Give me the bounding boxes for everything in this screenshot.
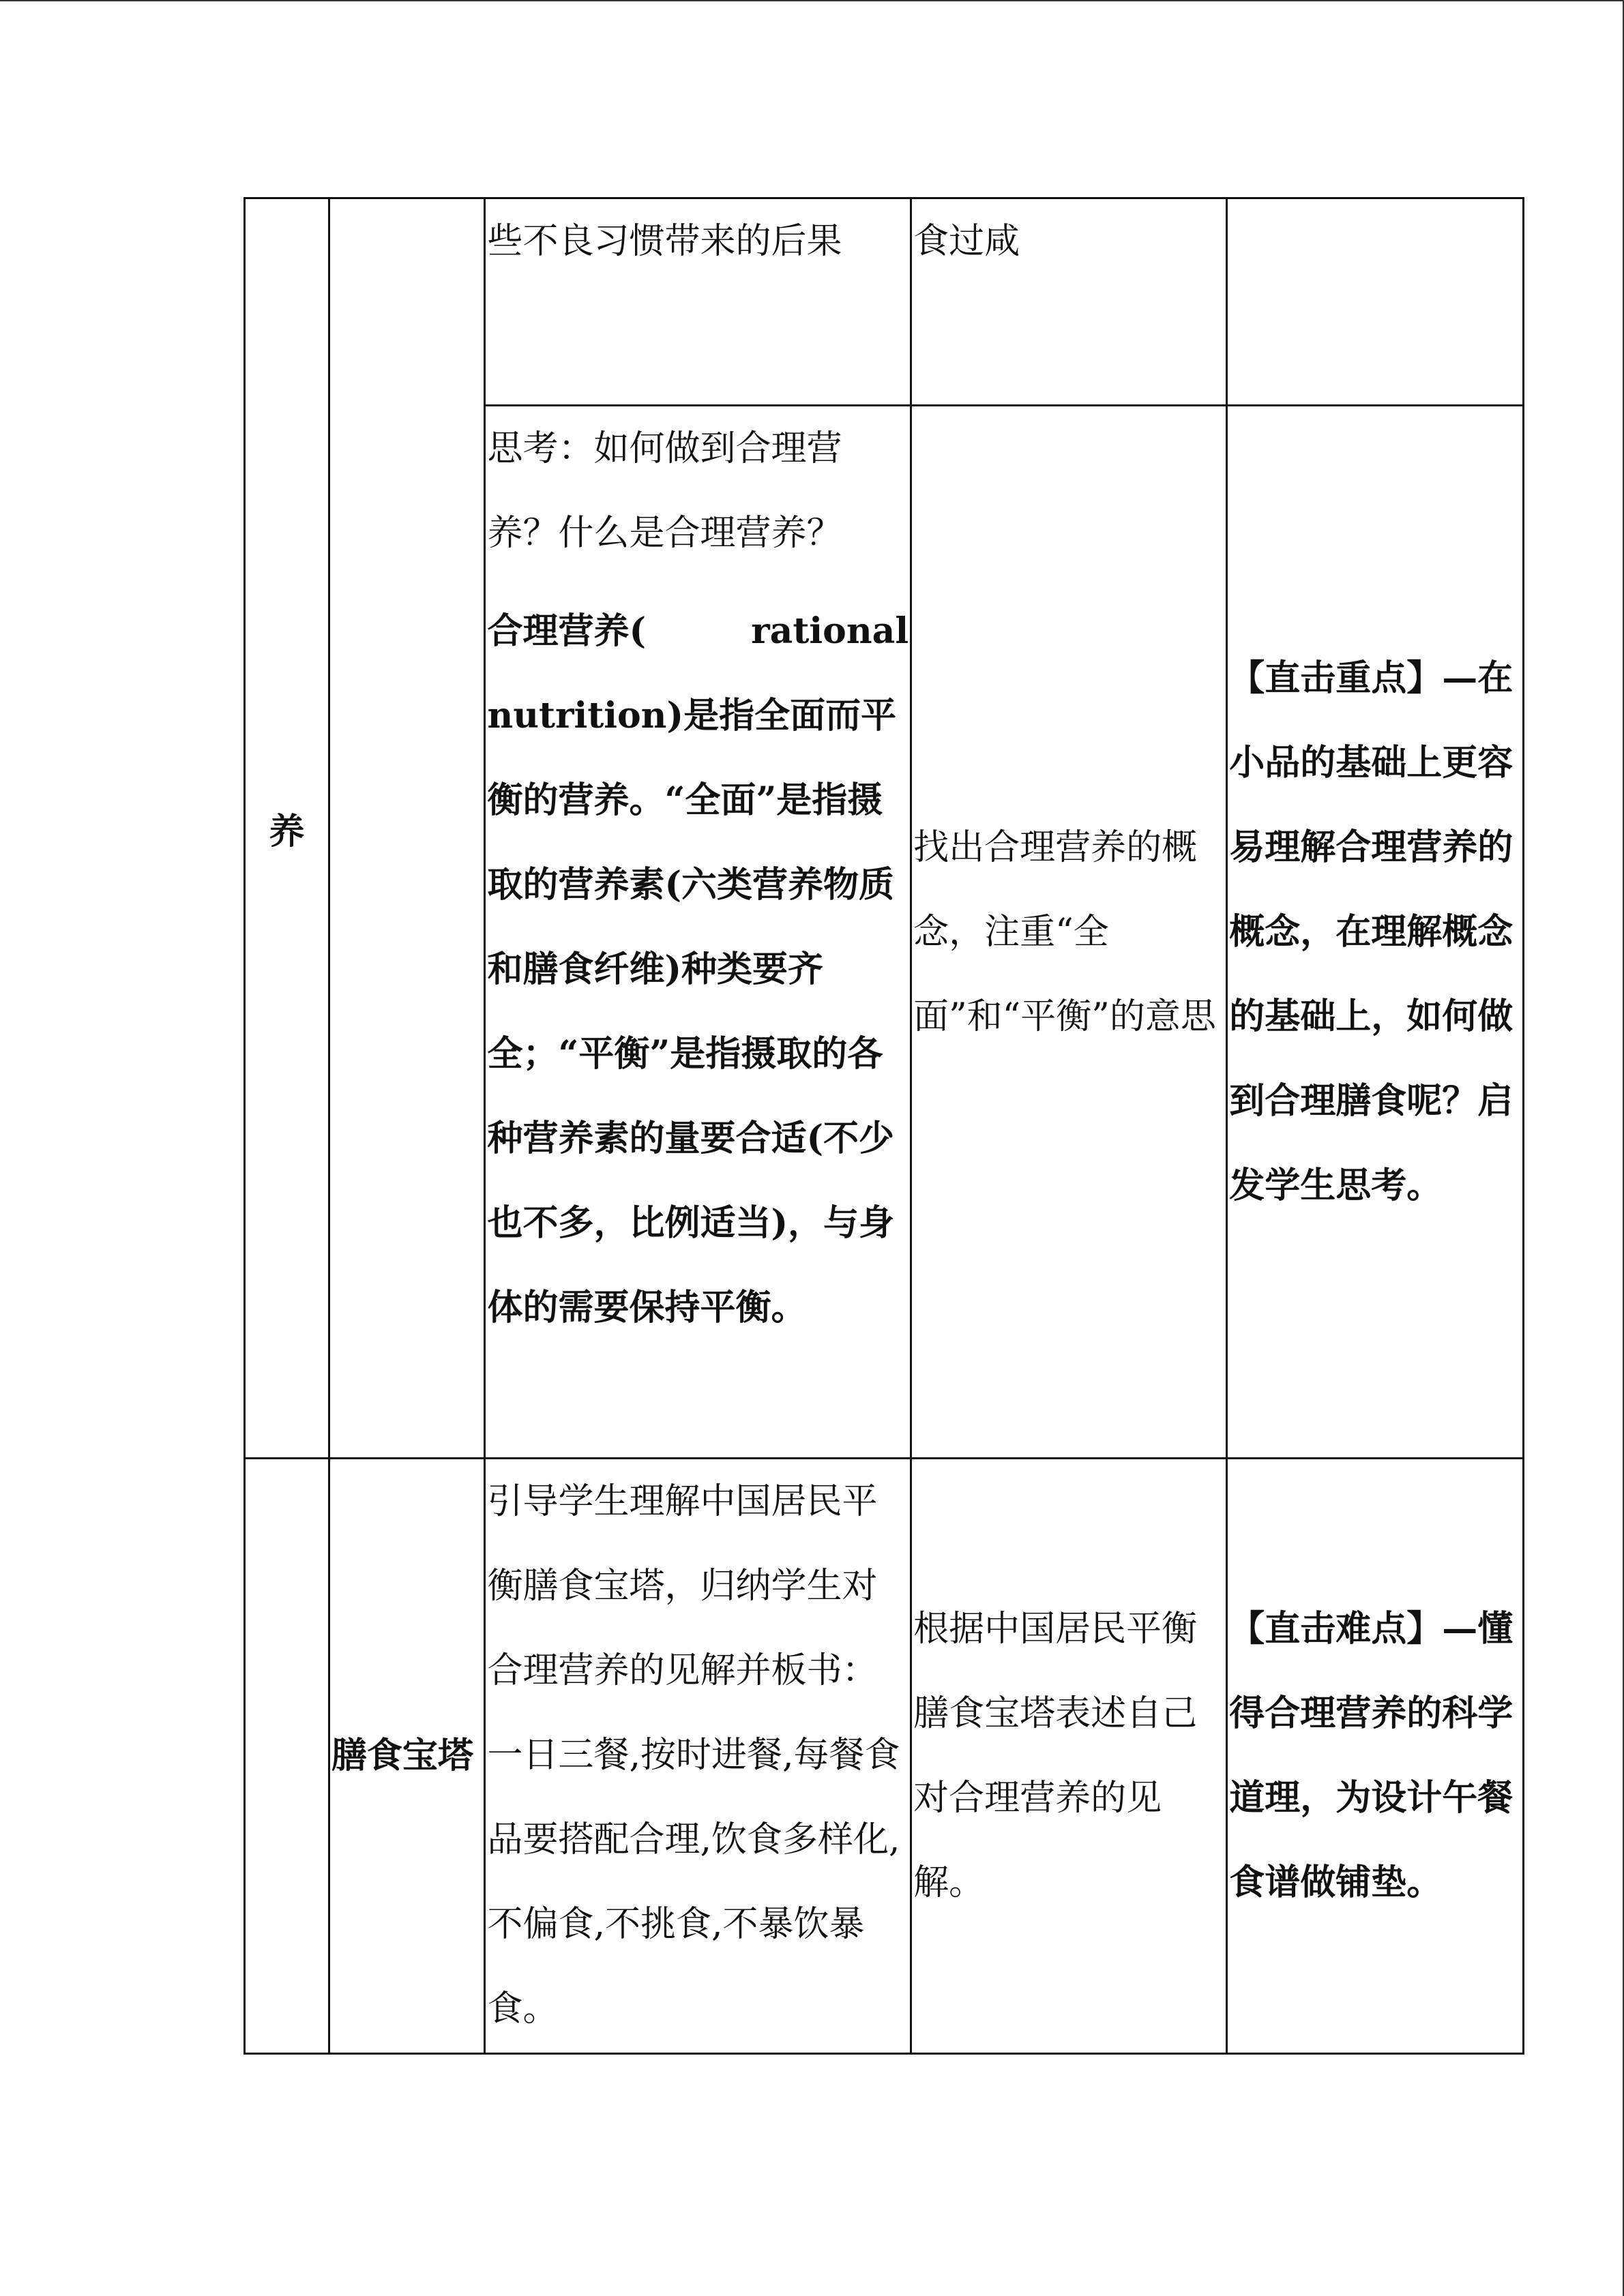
question-line-1: 思考：如何做到合理营 [487,428,842,469]
teacher-activity-text: 些不良习惯带来的后果 [487,221,842,262]
section-title: 膳食宝塔 [331,1735,473,1776]
design-intent-cell [1227,406,1524,1459]
student-activity-cell [911,406,1227,1459]
question-line-2: 养？什么是合理营养？ [487,513,842,554]
spacer [487,576,909,589]
student-activity-text: 找出合理营养的概念，注重“全面”和“平衡”的意思 [913,826,1216,1037]
table-row [245,1459,1524,2054]
design-intent-cell [1227,1459,1524,2054]
teacher-activity-cell [485,1459,911,2054]
design-intent-cell [1227,198,1524,406]
design-intent-text: 【直击难点】—懂得合理营养的科学道理，为设计午餐食谱做铺垫。 [1229,1608,1514,1903]
section-cell [329,198,485,1459]
student-activity-cell [911,1459,1227,2054]
definition-head-term: rational [751,610,909,652]
teacher-activity-cell [485,406,911,1459]
side-label-cell [245,1459,329,2054]
definition-body: nutrition)是指全面而平衡的营养。“全面”是指摄取的营养素(六类营养物质和膳食纤维)种类要齐全；“平衡”是指摄取的各种营养素的量要合适(不少也不多，比例适当)，与身体的需要保持平衡。 [487,695,897,1328]
side-label-cell [245,198,329,1459]
definition-head-label: 合理营养( [487,610,647,652]
side-label: 养 [269,811,305,852]
page-edge-top [0,0,1624,1]
teacher-activity-text: 引导学生理解中国居民平衡膳食宝塔，归纳学生对合理营养的见解并板书：一日三餐,按时进餐,每餐食品要搭配合理,饮食多样化,不偏食,不挑食,不暴饮暴食。 [487,1481,900,2029]
student-activity-text: 根据中国居民平衡膳食宝塔表述自己对合理营养的见解。 [913,1609,1198,1903]
teacher-activity-cell [485,198,911,406]
lesson-plan-table [243,197,1524,2055]
section-cell [329,1459,485,2054]
table-row [245,198,1524,406]
student-activity-cell [911,198,1227,406]
design-intent-text: 【直击重点】—在小品的基础上更容易理解合理营养的概念，在理解概念的基础上，如何做到合理膳食呢？启发学生思考。 [1229,657,1514,1206]
student-activity-text: 食过咸 [913,221,1020,262]
definition-head [487,589,909,674]
